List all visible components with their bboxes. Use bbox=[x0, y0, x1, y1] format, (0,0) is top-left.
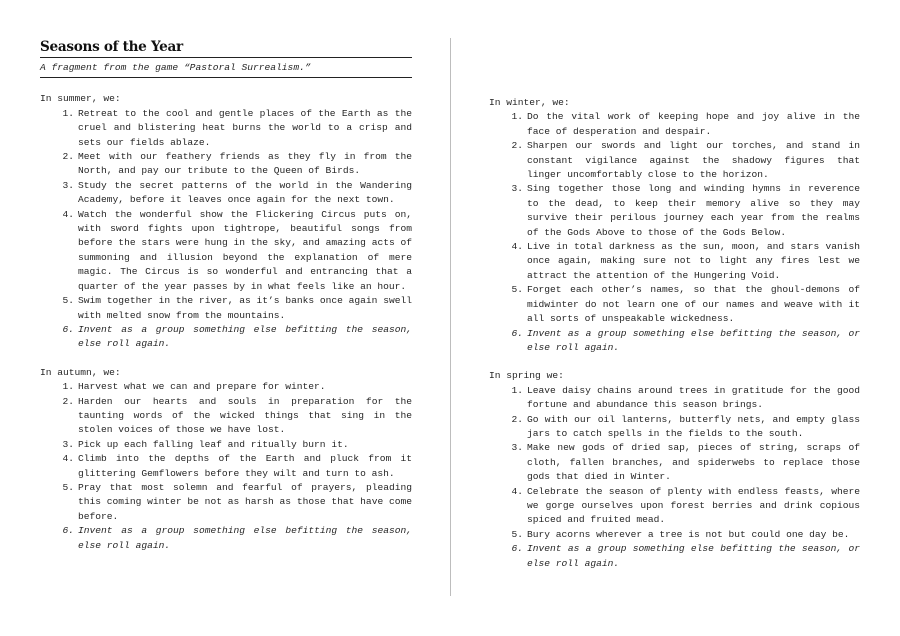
winter-section bbox=[489, 96, 860, 355]
item-number: 4. bbox=[62, 208, 74, 220]
list-item bbox=[40, 380, 412, 394]
page-title: Seasons of the Year bbox=[40, 38, 412, 58]
list-item bbox=[489, 413, 860, 442]
list-item bbox=[489, 528, 860, 542]
item-text: Meet with our feathery friends as they fly in from the North, and pay our tribute to the Queen of Birds. bbox=[78, 151, 412, 177]
item-number: 6. bbox=[511, 327, 523, 339]
list-item bbox=[40, 438, 412, 452]
list-item bbox=[489, 485, 860, 528]
item-text: Retreat to the cool and gentle places of the Earth as the cruel and blistering heat burns the world to a crisp and sets our fields ablaze. bbox=[78, 107, 412, 148]
item-number: 2. bbox=[511, 413, 523, 425]
item-text: Live in total darkness as the sun, moon, and stars vanish once again, making sure not to light any fires lest we attract the attention of the Hungering Void. bbox=[527, 241, 860, 281]
autumn-heading: In autumn, we: bbox=[40, 366, 121, 378]
autumn-list bbox=[40, 380, 412, 553]
list-item bbox=[40, 452, 412, 481]
item-number: 1. bbox=[511, 384, 523, 396]
list-item bbox=[489, 542, 860, 571]
summer-section bbox=[40, 92, 412, 351]
list-item bbox=[489, 240, 860, 283]
item-number: 4. bbox=[511, 485, 523, 497]
item-number: 2. bbox=[62, 395, 74, 407]
item-text: Swim together in the river, as it’s banks once again swell with melted snow from the mountains. bbox=[78, 295, 412, 321]
winter-list bbox=[489, 110, 860, 355]
item-number: 3. bbox=[62, 438, 74, 450]
left-column bbox=[40, 38, 412, 553]
list-item bbox=[489, 182, 860, 240]
item-text: Invent as a group something else befitting the season, or else roll again. bbox=[527, 543, 860, 569]
item-number: 1. bbox=[62, 381, 74, 393]
item-text: Celebrate the season of plenty with endless feasts, where we gorge ourselves upon forest berries and drink copious spiced and fruited mead. bbox=[527, 485, 860, 526]
list-item bbox=[40, 107, 412, 150]
item-text: Pray that most solemn and fearful of prayers, pleading this coming winter be not as harsh as those that have come before. bbox=[78, 481, 412, 522]
item-number: 3. bbox=[62, 179, 74, 191]
item-text: Forget each other’s names, so that the ghoul-demons of midwinter do not learn one of our names and weave with it all sorts of unspeakable wickedness. bbox=[527, 284, 860, 325]
item-text: Bury acorns wherever a tree is not but could one day be. bbox=[527, 528, 850, 540]
item-number: 2. bbox=[511, 140, 523, 152]
item-text: Climb into the depths of the Earth and pluck from it glittering Gemflowers before they wilt and turn to ash. bbox=[78, 453, 412, 479]
list-item bbox=[489, 283, 860, 326]
item-number: 6. bbox=[62, 525, 74, 537]
summer-list bbox=[40, 107, 412, 352]
item-number: 3. bbox=[511, 183, 523, 195]
item-text: Sing together those long and winding hymns in reverence to the dead, to keep their memory alive so they may survive their perilous journey each year from the realms of the Gods Above to those of the Gods Below. bbox=[527, 183, 860, 238]
autumn-section bbox=[40, 366, 412, 553]
item-text: Invent as a group something else befitting the season, else roll again. bbox=[78, 323, 412, 350]
item-number: 5. bbox=[62, 295, 74, 307]
list-item bbox=[489, 110, 860, 139]
item-number: 5. bbox=[511, 528, 523, 540]
item-number: 1. bbox=[511, 111, 523, 123]
item-text: Sharpen our swords and light our torches, and stand in constant vigilance against the shadowy figures that linger uncomfortably close to the horizon. bbox=[527, 140, 860, 181]
item-text: Watch the wonderful show the Flickering Circus puts on, with sword fights upon tightrope, beautiful songs from before the stars were hung in the sky, and amazing acts of summoning and illusion beyond the explanation of mere magic. The Circus is so wonderful and entrancing that a quarter of the year passes by in what feels like an hour. bbox=[78, 208, 412, 292]
item-text: Do the vital work of keeping hope and joy alive in the face of desperation and despair. bbox=[527, 111, 860, 137]
item-text: Invent as a group something else befitting the season, else roll again. bbox=[78, 525, 412, 551]
spring-section bbox=[489, 369, 860, 571]
list-item bbox=[489, 327, 860, 356]
list-item bbox=[40, 395, 412, 438]
item-number: 4. bbox=[511, 241, 523, 253]
spring-heading: In spring we: bbox=[489, 370, 564, 382]
winter-heading: In winter, we: bbox=[489, 97, 570, 108]
item-text: Study the secret patterns of the world in the Wandering Academy, before it leaves once again for the next town. bbox=[78, 179, 412, 206]
spring-list bbox=[489, 384, 860, 571]
item-text: Go with our oil lanterns, butterfly nets, and empty glass jars to catch spells in the fields to the south. bbox=[527, 413, 860, 439]
list-item bbox=[40, 481, 412, 524]
item-number: 3. bbox=[511, 442, 523, 454]
column-divider bbox=[450, 38, 451, 596]
page-subtitle: A fragment from the game “Pastoral Surrealism.” bbox=[40, 58, 412, 78]
item-text: Harvest what we can and prepare for winter. bbox=[78, 381, 326, 393]
item-number: 5. bbox=[62, 481, 74, 493]
item-number: 4. bbox=[62, 453, 74, 465]
item-text: Pick up each falling leaf and ritually burn it. bbox=[78, 438, 349, 450]
list-item bbox=[40, 294, 412, 323]
list-item bbox=[40, 323, 412, 352]
list-item bbox=[489, 441, 860, 484]
list-item bbox=[40, 524, 412, 553]
list-item bbox=[40, 208, 412, 294]
item-text: Leave daisy chains around trees in gratitude for the good fortune and abundance this season brings. bbox=[527, 384, 860, 411]
item-text: Invent as a group something else befitting the season, or else roll again. bbox=[527, 327, 860, 353]
item-text: Harden our hearts and souls in preparation for the taunting words of the wicked things that sing in the stolen voices of those we have lost. bbox=[78, 395, 412, 436]
item-text: Make new gods of dried sap, pieces of string, scraps of cloth, fallen branches, and spiderwebs to replace those gods that died in Winter. bbox=[527, 442, 860, 483]
item-number: 5. bbox=[511, 284, 523, 296]
list-item bbox=[489, 384, 860, 413]
item-number: 1. bbox=[62, 107, 74, 119]
list-item bbox=[40, 179, 412, 208]
item-number: 2. bbox=[62, 151, 74, 163]
right-column bbox=[489, 96, 860, 571]
list-item bbox=[40, 150, 412, 179]
summer-heading: In summer, we: bbox=[40, 93, 121, 105]
item-number: 6. bbox=[62, 323, 74, 335]
list-item bbox=[489, 139, 860, 182]
item-number: 6. bbox=[511, 543, 523, 555]
